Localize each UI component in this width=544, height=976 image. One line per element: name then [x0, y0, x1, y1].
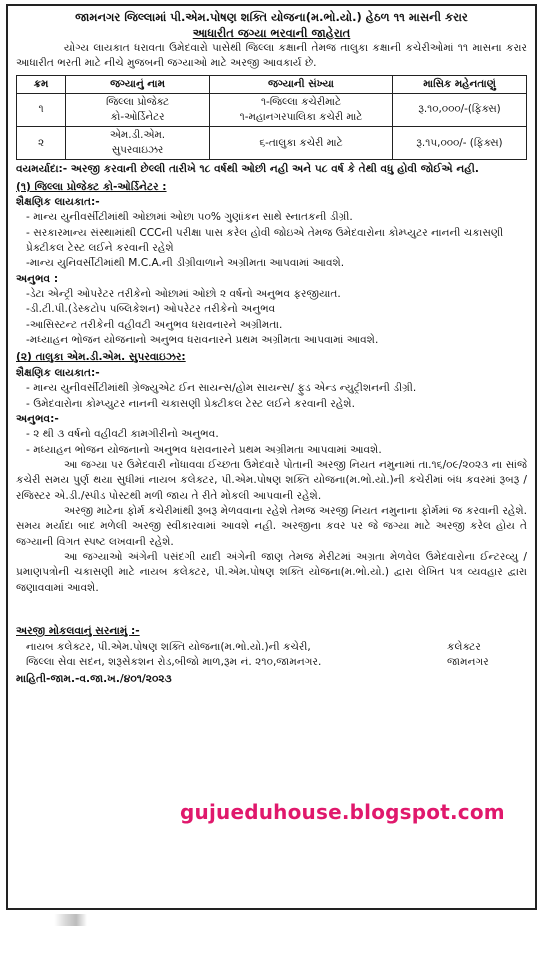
list-item: -મધ્યાહન ભોજન યોજનાનો અનુભવ ધરાવનારને પ્રથમ અગ્રીમતા આપવામાં આવશે. — [26, 334, 379, 347]
address-line-1 — [16, 640, 527, 655]
title-line-1: જામનગર જિલ્લામાં પી.એમ.પોષણ શક્તિ યોજના(મ.ભો.યો.) હેઠળ ૧૧ માસની કરાર — [75, 10, 468, 24]
table-row — [17, 126, 527, 159]
list-item: - મધ્યાહન ભોજન યોજનાનો અનુભવ ધરાવનારને પ્રથમ અગ્રીમતા આપવામાં આવશે. — [26, 443, 382, 456]
cell-count: ૬-તાલુકા કચેરી માટે — [210, 126, 393, 159]
list-item: - ૨ થી ૩ વર્ષનો વહીવટી કામગીરીનો અનુભવ. — [26, 428, 219, 441]
address-building: જિલ્લા સેવા સદન, શરૂસેકશન રોડ,બીજો માળ,રૂમ નં. ૨૧૦,જામનગર. — [26, 655, 322, 668]
section-2-edu-title: શૈક્ષણિક લાયકાત:- — [16, 366, 100, 379]
address-collector: કલેક્ટર — [447, 640, 481, 653]
intro-paragraph: યોગ્ય લાયકાત ધરાવતા ઉમેદવારો પાસેથી જિલ્લા કક્ષાની તેમજ તાલુકા કક્ષાની કચેરીઓમાં ૧૧ માસના કરાર આધારીત ભરતી માટે નીચે મુજબની જગ્યાઓ માટે અરજી આવકાર્ય છે. — [16, 42, 527, 70]
address-city: જામનગર — [447, 655, 489, 668]
list-item: - ઉમેદવારોના કોમ્પ્યુટર નાનની ચકાસણી પ્રેક્ટીકલ ટેસ્ટ લઈને કરવાની રહેશે. — [26, 397, 355, 410]
list-item: -આસિસ્ટન્ટ તરીકેની વહીવટી અનુભવ ધરાવનારને અગ્રીમતા. — [26, 318, 283, 331]
posts-table — [16, 75, 527, 160]
selection-paragraph: આ જગ્યાઓ અંગેની પસંદગી યાદી અંગેની જાણ તેમજ મેરીટમાં અગ્રતા મેળવેલ ઉમેદવારોના ઈન્ટરવ્યુ / પ્રમાણપત્રોની ચકાસણી માટે નાયબ કલેક્ટર, પી.એમ.પોષણ શક્તિ યોજના(મ.ભો.યો.) દ્વારા લેખિત પત્ર વ્યવહાર દ્વારા જણાવવામાં આવશે. — [16, 551, 527, 594]
address-office: નાયબ કલેક્ટર, પી.એમ.પોષણ શક્તિ યોજના(મ.ભો.યો.)ની કચેરી, — [26, 640, 311, 653]
section-1-exp-title: અનુભવ : — [16, 272, 59, 285]
address-title: અરજી મોકલવાનું સરનામું :- — [16, 625, 140, 638]
address-line-2 — [16, 655, 527, 670]
col-header-pay: માસિક મહેનતાણું — [393, 75, 527, 93]
list-item: - માન્ય યુનીવર્સીટીમાંથી ઓછામાં ઓછા ૫૦% ગુણાંકન સાથે સ્નાતકની ડીગ્રી. — [26, 211, 353, 224]
section-1-edu-title: શૈક્ષણિક લાયકાત:- — [16, 195, 100, 208]
notice-document — [6, 4, 537, 910]
list-item: - માન્ય યુનીવર્સીટીમાંથી ગ્રેજ્યુએટ ઈન સાયન્સ/હોમ સાયન્સ/ ફુડ એન્ડ ન્યુટ્રીશનની ડીગ્રી. — [26, 382, 417, 395]
watermark-link[interactable]: gujueduhouse.blogspot.com — [180, 800, 505, 824]
notice-title — [16, 10, 527, 41]
form-paragraph: અરજી માટેના ફોર્મ કચેરીમાંથી રૂબરૂ મેળવવાના રહેશે તેમજ અરજી નિયત નમુનાના ફોર્મમાં જ કરવાની રહેશે. સમય મર્યાદા બાદ મળેલી અરજી સ્વીકારવામાં આવશે નહી. અરજીના કવર પર જે જગ્યા માટે અરજી કરેલ હોય તે જગ્યાની વિગત સ્પષ્ટ લખવાની રહેશે. — [16, 505, 527, 548]
title-line-2: આધારીત જગ્યા ભરવાની જાહેરાત — [192, 25, 351, 40]
cell-count: ૧-જિલ્લા કચેરીમાટે ૧-મહાનગરપાલિકા કચેરી માટે — [210, 93, 393, 126]
cell-serial: ૧ — [17, 93, 66, 126]
list-item: - સરકારમાન્ય સંસ્થામાંથી CCCની પરીક્ષા પાસ કરેલ હોવી જોઇએ તેમજ ઉમેદવારોના કોમ્પ્યુટર નાનની ચકાસણી પ્રેક્ટીકલ ટેસ્ટ લઈને કરવાની રહેશે — [26, 226, 504, 254]
table-row — [17, 93, 527, 126]
col-header-post: જગ્યાનું નામ — [66, 75, 210, 93]
bottom-strip — [0, 914, 544, 926]
col-header-count: જગ્યાની સંખ્યા — [210, 75, 393, 93]
application-paragraph: આ જગ્યા પર ઉમેદવારી નોંધાવવા ઈચ્છતા ઉમેદવારે પોતાની અરજી નિયત નમુનામાં તા.૧૬/૦૯/૨૦૨૩ ના સાંજે કચેરી સમય પુર્ણ થયા સુધીમાં નાયબ કલેક્ટર, પી.એમ.પોષણ શક્તિ યોજના(મ.ભો.યો.)ની કચેરીમાં બંધ કવરમાં રૂબરૂ / રજિસ્ટર એ.ડી./સ્પીડ પોસ્ટથી મળી જાય તે રીતે મોકલી આપવાની રહેશે. — [16, 458, 527, 502]
col-header-serial: ક્રમ — [17, 75, 66, 93]
cell-pay: રૂ.૧૦,૦૦૦/-(ફિક્સ) — [393, 93, 527, 126]
section-1-title: (૧) જિલ્લા પ્રોજેક્ટ કો-ઓર્ડિનેટર : — [16, 180, 167, 193]
list-item: -ડેટા એન્ટ્રી ઓપરેટર તરીકેનો ઓછામાં ઓછો ૨ વર્ષનો અનુભવ ફરજીયાત. — [26, 288, 341, 301]
section-2-title: (૨) તાલુકા એમ.ડી.એમ. સુપરવાઇઝર: — [16, 351, 186, 364]
cell-post: એમ.ડી.એમ. સુપરવાઇઝર — [66, 126, 210, 159]
cell-post: જિલ્લા પ્રોજેક્ટ કો-ઓર્ડિનેટર — [66, 93, 210, 126]
list-item: -માન્ય યુનિવર્સીટીમાંથી M.C.A.ની ડીગ્રીવાળાને અગ્રીમતા આપવામાં આવશે. — [26, 257, 345, 270]
table-header-row — [17, 75, 527, 93]
cell-serial: ૨ — [17, 126, 66, 159]
list-item: -ડી.ટી.પી.(ડેસ્કટોપ પબ્લિકેશન) ઓપરેટર તરીકેનો અનુભવ — [26, 303, 276, 316]
section-2-exp-title: અનુભવ:- — [16, 412, 59, 425]
footer-reference: માહિતી-જામ.-વ.જા.ખ./૪૦૧/૨૦૨૩ — [16, 673, 172, 686]
age-limit: વયમર્યાદા:- અરજી કરવાની છેલ્લી તારીખે ૧૮ વર્ષથી ઓછી નહી અને ૫૮ વર્ષ કે તેથી વધુ હોવી જોઈએ નહી. — [16, 163, 479, 176]
cell-pay: રૂ.૧૫,૦૦૦/- (ફિક્સ) — [393, 126, 527, 159]
